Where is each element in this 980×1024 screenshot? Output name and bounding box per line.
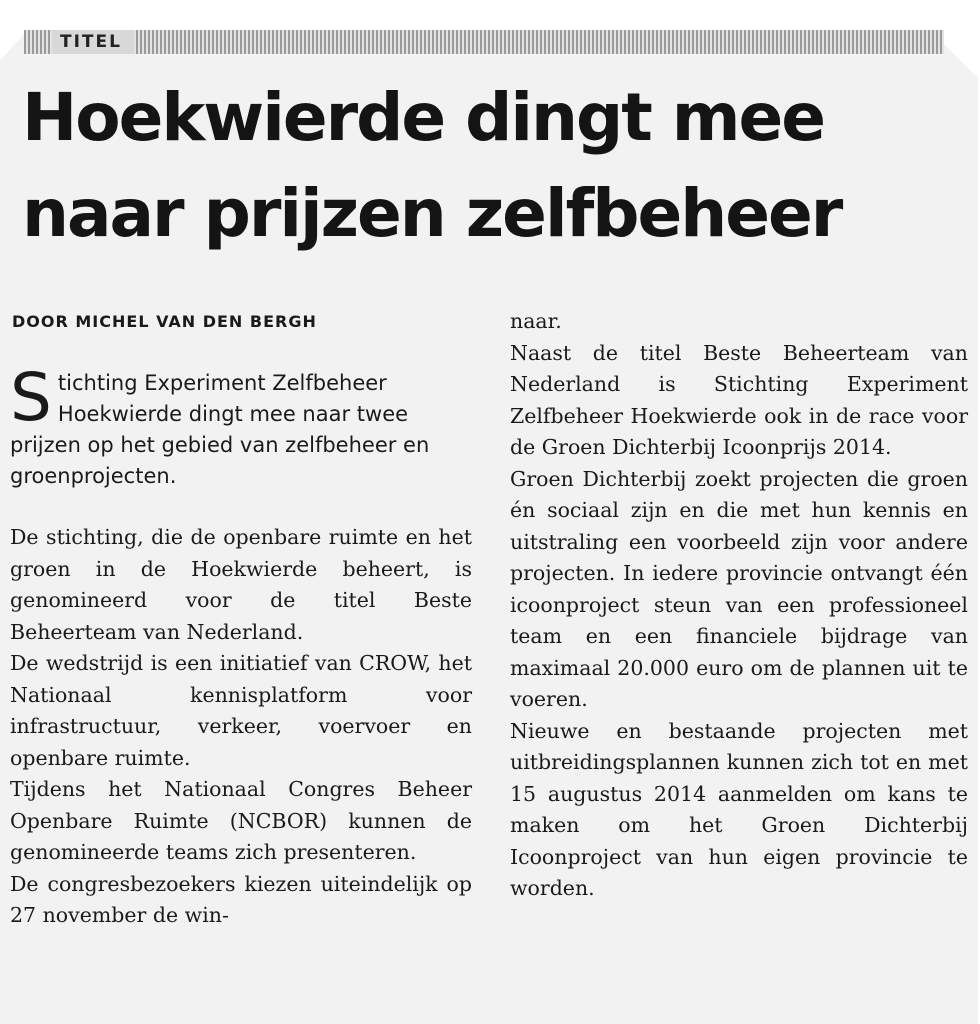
lead-text: tichting Experiment Zelfbeheer Hoekwierde dingt mee naar twee prijzen op het gebied van zelfbeheer en groenprojecten. (10, 371, 430, 488)
drop-cap: S (10, 359, 52, 436)
headline-line-1: Hoekwierde dingt mee (22, 79, 825, 156)
article-column-left (10, 359, 472, 932)
article-column-right (510, 306, 968, 905)
body-paragraph: De stichting, die de openbare ruimte en het groen in de Hoekwierde beheert, is genomineerd voor de titel Beste Beheerteam van Nederland. (10, 525, 472, 644)
lead-paragraph (10, 359, 472, 492)
body-paragraph: naar. (510, 309, 562, 333)
section-header-bar (24, 30, 944, 54)
section-label: TITEL (52, 30, 134, 54)
body-paragraph: Groen Dichterbij zoekt projecten die groen én sociaal zijn en die met hun kennis en uitstraling een voorbeeld zijn voor andere projecten. In iedere provincie ontvangt één icoonproject steun van een professioneel team en een financiele bijdrage van maximaal 20.000 euro om de plannen uit te voeren. (510, 466, 968, 711)
body-paragraph: Tijdens het Nationaal Congres Beheer Openbare Ruimte (NCBOR) kunnen de genomineerde teams zich presenteren. (10, 777, 472, 864)
body-paragraph: Naast de titel Beste Beheerteam van Nederland is Stichting Experiment Zelfbeheer Hoekwierde ook in de race voor de Groen Dichterbij Icoonprijs 2014. (510, 340, 968, 459)
body-paragraph: Nieuwe en bestaande projecten met uitbreidingsplannen kunnen zich tot en met 15 augustus 2014 aanmelden om kans te maken om het Groen Dichterbij Icoonproject van hun eigen provincie te worden. (510, 718, 968, 900)
body-paragraph: De congresbezoekers kiezen uiteindelijk op 27 november de win- (10, 871, 472, 927)
byline: DOOR MICHEL VAN DEN BERGH (12, 312, 317, 331)
body-paragraph: De wedstrijd is een initiatief van CROW, het Nationaal kennisplatform voor infrastructuur, verkeer, voervoer en openbare ruimte. (10, 651, 472, 770)
headline-line-2: naar prijzen zelfbeheer (22, 175, 842, 252)
headline (22, 70, 972, 262)
